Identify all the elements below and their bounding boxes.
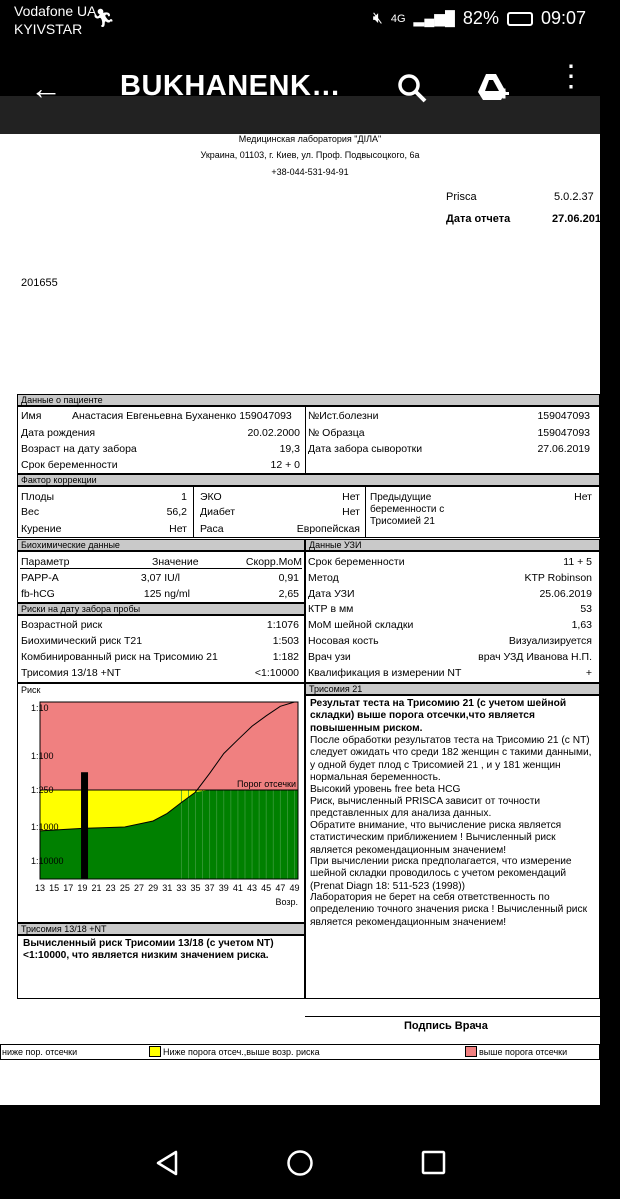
signal-icon: ▂▄▆█ — [413, 10, 455, 26]
divider — [305, 406, 306, 474]
sample-number: 159047093 — [537, 427, 590, 439]
smoking-label: Курение — [21, 523, 62, 535]
x-tick-label: 35 — [190, 883, 201, 893]
name-label: Имя — [21, 410, 42, 422]
y-tick-label: 1:1000 — [31, 822, 59, 832]
x-tick-label: 25 — [119, 883, 130, 893]
biochem-col-mom: Скорр.MoM — [245, 556, 302, 568]
biochem-mom: 2,65 — [278, 588, 299, 600]
ga-label: Срок беременности — [21, 459, 118, 471]
us-method-value: KTP Robinson — [524, 572, 592, 584]
signature-label: Подпись Врача — [404, 1020, 488, 1032]
biochem-value: 125 ng/ml — [143, 588, 190, 600]
back-arrow-icon[interactable]: ← — [30, 70, 62, 106]
status-bar — [0, 0, 600, 44]
x-tick-label: 19 — [77, 883, 88, 893]
race-value: Европейская — [296, 523, 360, 535]
biochem-section-header: Биохимические данные — [17, 539, 305, 551]
sample-label: № Образца — [308, 427, 365, 439]
biochem-risk-value: 1:503 — [272, 635, 299, 647]
combined-risk-value: 1:182 — [272, 651, 299, 663]
x-tick-label: 47 — [275, 883, 286, 893]
battery-icon — [507, 12, 533, 26]
t21-paragraph: После обработки результатов теста на Трисомию 21 (с NT) следует ожидать что среди 182 женщин с такими данными, у одной будет плод с Трисомией 21 , и у 181 женщин нормальная беременность. — [310, 735, 592, 783]
battery-percent: 82% — [462, 8, 499, 28]
case-number: 159047093 — [537, 410, 590, 422]
age: 19,3 — [279, 443, 300, 455]
risk-chart — [18, 684, 304, 922]
navigation-bar — [0, 1105, 600, 1199]
combined-risk-label: Комбинированный риск на Трисомию 21 — [21, 651, 218, 663]
lab-name: Медицинская лаборатория "ДІЛА" — [238, 134, 382, 144]
divider — [365, 486, 366, 538]
divider — [193, 486, 194, 538]
gestational-age: 12 + 0 — [270, 459, 300, 471]
us-nasal-bone-label: Носовая кость — [308, 635, 379, 647]
us-section-header: Данные УЗИ — [305, 539, 600, 551]
biochem-risk-label: Биохимический риск T21 — [21, 635, 143, 647]
x-tick-label: 39 — [218, 883, 229, 893]
above-cutoff-band — [40, 702, 298, 790]
search-icon[interactable] — [394, 70, 430, 106]
t1318-conclusion: Вычисленный риск Трисомии 13/18 (с учетом NT) <1:10000, что является низким значением риска. — [23, 938, 274, 962]
dob-label: Дата рождения — [21, 427, 96, 439]
legend-below: ниже пор. отсечки — [2, 1047, 78, 1057]
legend-mid: Ниже порога отсеч.,выше возр. риска — [163, 1047, 320, 1057]
legend-above-swatch — [465, 1046, 477, 1057]
nav-back-icon[interactable] — [154, 1149, 180, 1177]
us-crl-value: 53 — [580, 603, 592, 615]
app-bar — [0, 44, 600, 134]
add-to-drive-icon[interactable] — [474, 70, 510, 106]
x-tick-label: 23 — [105, 883, 116, 893]
x-tick-label: 31 — [162, 883, 173, 893]
lab-address: Украина, 01103, г. Киев, ул. Проф. Подвысоцкого, 6а — [200, 150, 420, 160]
fetus-count: 1 — [181, 491, 187, 503]
us-ga-label: Срок беременности — [308, 556, 405, 568]
clock: 09:07 — [540, 8, 586, 28]
activity-icon: 🏃︎ — [92, 8, 115, 28]
mute-icon: 🔇︎ — [372, 9, 383, 27]
dob: 20.02.2000 — [247, 427, 300, 439]
eko-value: Нет — [342, 491, 360, 503]
lab-phone: +38-044-531-94-91 — [271, 167, 349, 177]
age-label: Возраст на дату забора — [21, 443, 137, 455]
eko-label: ЭКО — [200, 491, 222, 503]
x-tick-label: 13 — [34, 883, 46, 893]
more-options-icon[interactable]: ⋮ — [556, 60, 586, 93]
us-date-value: 25.06.2019 — [539, 588, 592, 600]
us-nt-mom-value: 1,63 — [571, 619, 592, 631]
carrier-name: Vodafone UA — [14, 3, 97, 19]
us-doctor-value: врач УЗД Иванова Н.П. — [478, 651, 592, 663]
previous-t21-value: Нет — [574, 491, 592, 503]
x-tick-label: 21 — [91, 883, 102, 893]
nav-home-icon[interactable] — [286, 1149, 314, 1177]
risks-section-header: Риски на дату забора пробы — [17, 603, 305, 615]
biochem-param: PAPP-A — [21, 572, 59, 584]
signature-line — [305, 1016, 600, 1017]
weight: 56,2 — [166, 506, 187, 518]
us-doctor-label: Врач узи — [308, 651, 351, 663]
weight-label: Вес — [21, 506, 40, 518]
patient-section-header: Данные о пациенте — [17, 394, 600, 406]
biochem-param: fb-hCG — [21, 588, 55, 600]
t1318-risk-label: Трисомия 13/18 +NT — [21, 667, 121, 679]
t21-paragraph: Обратите внимание, что вычисление риска является статистическим приближением ! Вычисленный риск является рекомендационным значением! — [310, 820, 562, 856]
document-page — [0, 134, 608, 1105]
us-nasal-bone-value: Визуализируется — [508, 635, 592, 647]
us-date-label: Дата УЗИ — [308, 588, 355, 600]
patient-risk-marker — [81, 772, 88, 879]
t21-paragraph: Риск, вычисленный PRISCA зависит от точности представленных для анализа данных. — [310, 796, 541, 820]
us-nt-mom-label: MoM шейной складки — [308, 619, 414, 631]
us-method-label: Метод — [308, 572, 339, 584]
diabetes-value: Нет — [342, 506, 360, 518]
legend-mid-swatch — [149, 1046, 161, 1057]
age-risk-value: 1:1076 — [266, 619, 299, 631]
t21-paragraph: Лаборатория не берет на себя ответственность по определению точного значения риска ! Вычисленный риск является рекомендационным значением! — [310, 892, 588, 928]
x-tick-label: 33 — [176, 883, 187, 893]
us-nt-qual-value: + — [585, 667, 592, 679]
x-axis-label: Возр. — [275, 897, 298, 907]
divider — [20, 568, 302, 569]
report-id: 201655 — [21, 277, 58, 289]
biochem-col-param: Параметр — [21, 556, 70, 568]
carrier-name-2: KYIVSTAR — [14, 21, 83, 37]
serum-date-label: Дата забора сыворотки — [308, 443, 423, 455]
t21-headline: Результат теста на Трисомию 21 (с учетом шейной складки) выше порога отсечки,что является повышенным риском. — [310, 698, 567, 734]
x-tick-label: 37 — [204, 883, 215, 893]
report-date-label: Дата отчета — [446, 213, 511, 225]
serum-date: 27.06.2019 — [537, 443, 590, 455]
t21-paragraph: При вычислении риска предполагается, что измерение шейной складки проводилось с учетом рекомендаций (Prenat Diagn 18: 511-523 (1998)) — [310, 856, 572, 892]
x-tick-label: 49 — [289, 883, 300, 893]
y-tick-label: 1:250 — [31, 785, 54, 795]
x-tick-label: 17 — [63, 883, 74, 893]
x-tick-label: 41 — [232, 883, 243, 893]
x-tick-label: 43 — [247, 883, 258, 893]
fetus-label: Плоды — [21, 491, 55, 503]
age-risk-label: Возрастной риск — [21, 619, 103, 631]
cutoff-label: Порог отсечки — [237, 779, 296, 789]
us-crl-label: КТР в мм — [308, 603, 354, 615]
report-date: 27.06.2019 — [552, 213, 608, 225]
previous-t21-label: Предыдущие беременности с Трисомией 21 — [370, 492, 445, 527]
x-tick-label: 45 — [261, 883, 272, 893]
smoking-value: Нет — [169, 523, 187, 535]
us-ga-value: 11 + 5 — [563, 556, 592, 568]
t21-paragraph: Высокий уровень free beta HCG — [310, 784, 461, 795]
patient-name: Анастасия Евгеньевна Буханенко 159047093 — [72, 410, 292, 422]
t1318-section-header: Трисомия 13/18 +NT — [17, 923, 305, 935]
legend-above: выше порога отсечки — [479, 1047, 568, 1057]
t1318-risk-value: <1:10000 — [254, 667, 299, 679]
nav-recents-icon[interactable] — [420, 1149, 446, 1177]
diabetes-label: Диабет — [200, 506, 236, 518]
case-label: №Ист.болезни — [308, 410, 379, 422]
us-nt-qual-label: Квалификация в измерении NT — [308, 667, 462, 679]
y-tick-label: 1:10000 — [31, 856, 64, 866]
prisca-version: 5.0.2.37 — [554, 191, 594, 203]
network-type: 4G — [390, 12, 406, 25]
x-tick-label: 29 — [148, 883, 159, 893]
biochem-value: 3,07 IU/l — [140, 572, 180, 584]
x-tick-label: 27 — [133, 883, 144, 893]
biochem-mom: 0,91 — [278, 572, 299, 584]
document-title: BUKHANENK… — [120, 70, 341, 102]
race-label: Раса — [200, 523, 224, 535]
y-tick-label: 1:10 — [31, 703, 49, 713]
x-tick-label: 15 — [49, 883, 60, 893]
us-box — [305, 551, 600, 683]
y-tick-label: 1:100 — [31, 751, 54, 761]
correction-section-header: Фактор коррекции — [17, 474, 600, 486]
biochem-col-value: Значение — [152, 556, 199, 568]
prisca-label: Prisca — [446, 191, 477, 203]
t21-section-header: Трисомия 21 — [305, 683, 600, 695]
chart-title: Риск — [21, 685, 41, 695]
